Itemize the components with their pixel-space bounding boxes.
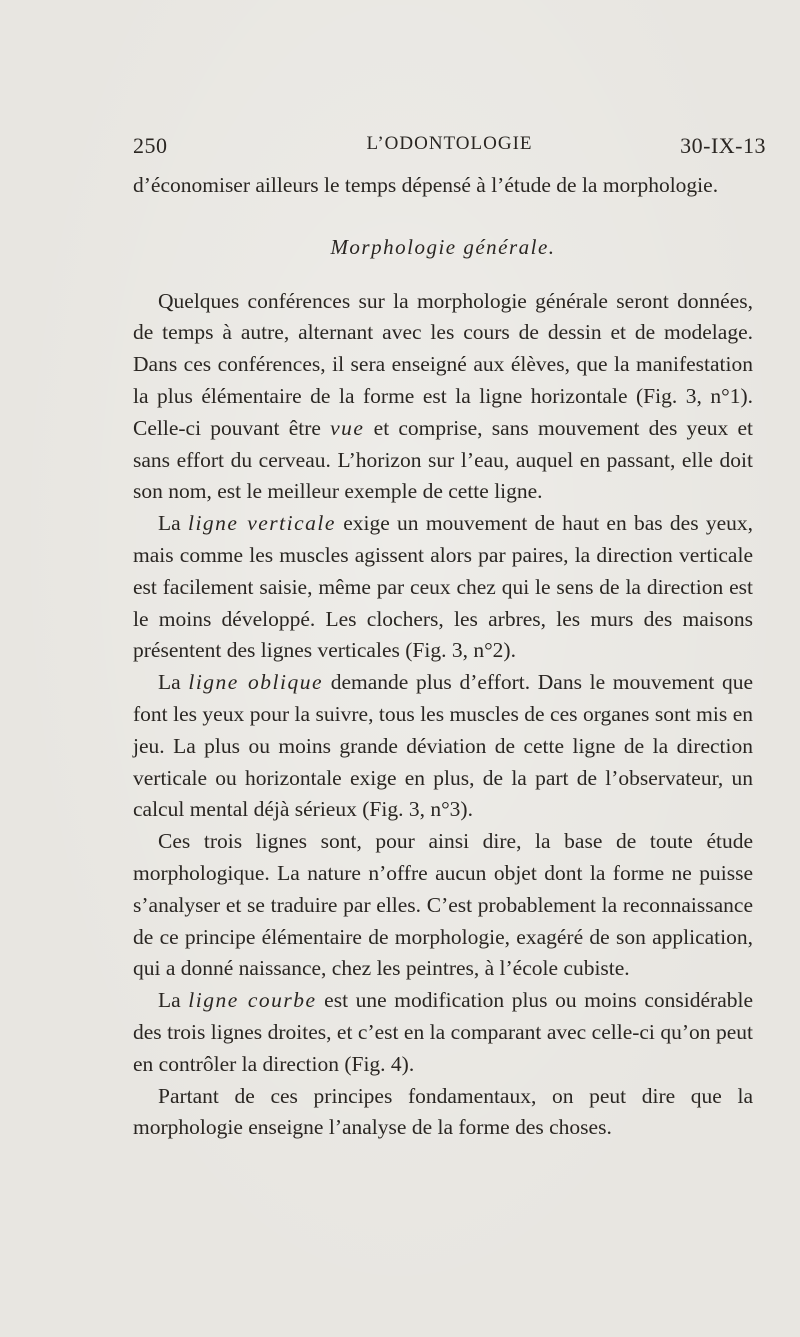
paragraph-2 xyxy=(133,508,753,667)
running-title: L’ODONTOLOGIE xyxy=(366,133,533,154)
paragraph-6: Partant de ces principes fondamentaux, on peut dire que la morphologie enseigne l’analyse de la forme des choses. xyxy=(133,1083,753,1140)
continuation-paragraph: d’économiser ailleurs le temps dépensé à l’étude de la morphologie. xyxy=(133,173,719,197)
paragraph-3-start: La xyxy=(158,670,181,695)
paragraph-5 xyxy=(133,985,753,1080)
paragraph-5-start: La xyxy=(158,988,181,1013)
paragraph-1 xyxy=(133,286,753,509)
paragraph-2-emphasis: ligne verticale xyxy=(187,511,336,536)
page-number: 250 xyxy=(133,133,168,158)
page-header xyxy=(133,133,766,169)
paragraph-5-text: est une modification plus ou moins considérable des trois lignes droites, et c’est en la comparant avec celle-ci qu’on peut en contrôler la direction (Fig. 4). xyxy=(133,988,754,1076)
paragraph-4: Ces trois lignes sont, pour ainsi dire, la base de toute étude morphologique. La nature n’offre aucun objet dont la forme ne puisse s’analyser et se traduire par elles. C’est probablement la reconnaissance de ce principe élémentaire de morphologie, exagéré de son application, qui a donné naissance, chez les peintres, à l’école cubiste. xyxy=(133,829,753,981)
issue-date: 30-IX-13 xyxy=(680,133,766,158)
paragraph-1-text-end: et comprise, sans mouvement des yeux et sans effort du cerveau. L’horizon sur l’eau, auquel en passant, elle doit son nom, est le meilleur exemple de cette ligne. xyxy=(133,415,754,504)
paragraph-2-start: La xyxy=(158,511,181,536)
paragraph-2-text: exige un mouvement de haut en bas des yeux, mais comme les muscles agissent alors par paires, la direction verticale est facilement saisie, même par ceux chez qui le sens de la direction est le moins développé. Les clochers, les arbres, les murs des maisons présentent des lignes verticales (Fig. 3, n°2). xyxy=(133,511,754,663)
section-title: Morphologie générale. xyxy=(330,234,556,259)
body-text xyxy=(133,170,753,1144)
paragraph-3-text: demande plus d’effort. Dans le mouvement que font les yeux pour la suivre, tous les muscles de ces organes sont mis en jeu. La plus ou moins grande déviation de cette ligne de la direction verticale ou horizontale exige en plus, de la part de l’observateur, un calcul mental déjà sérieux (Fig. 3, n°3). xyxy=(133,670,754,822)
paragraph-5-emphasis: ligne courbe xyxy=(188,988,317,1013)
paragraph-3 xyxy=(133,667,753,826)
paragraph-1-text: Quelques conférences sur la morphologie générale seront données, de temps à autre, alternant avec les cours de dessin et de modelage. Dans ces conférences, il sera enseigné aux élèves, que la manifestation la plus élémentaire de la forme est la ligne horizontale (Fig. 3, n°1). Celle-ci pouvant être xyxy=(133,288,753,440)
paragraph-3-emphasis: ligne oblique xyxy=(188,670,324,695)
paragraph-1-emphasis: vue xyxy=(330,415,365,440)
